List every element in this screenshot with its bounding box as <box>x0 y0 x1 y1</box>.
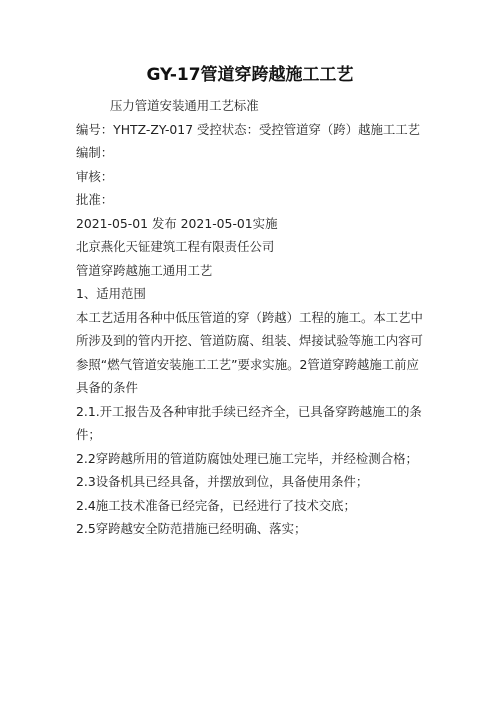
paragraph-item-2-4: 2.4施工技术准备已经完备，已经进行了技术交底； <box>76 497 356 513</box>
paragraph-code-status: 编号：YHTZ-ZY-017 受控状态：受控管道穿（跨）越施工工艺 <box>76 121 421 137</box>
document-body <box>76 94 428 541</box>
paragraph-reviewed-by: 审核： <box>76 168 114 184</box>
paragraph-item-2-5: 2.5穿跨越安全防范措施已经明确、落实； <box>76 521 307 536</box>
paragraph-scope-heading: 1、适用范围 <box>76 286 146 301</box>
paragraph-subtitle: 压力管道安装通用工艺标准 <box>110 98 259 113</box>
paragraph-item-2-2: 2.2穿跨越所用的管道防腐蚀处理已施工完毕，并经检测合格； <box>76 450 418 466</box>
paragraph-company: 北京燕化天钲建筑工程有限责任公司 <box>76 239 275 254</box>
document-title: GY-17管道穿跨越施工工艺 <box>146 65 354 85</box>
paragraph-dates: 2021-05-01 发布 2021-05-01实施 <box>76 215 278 231</box>
paragraph-scope-body: 本工艺适用各种中低压管道的穿（跨越）工程的施工。本工艺中所涉及到的管内开挖、管道防腐、组装、焊接试验等施工内容可参照“燃气管道安装施工工艺”要求实施。2管道穿跨越施工前应具备的条件 <box>76 309 423 395</box>
paragraph-prepared-by: 编制： <box>76 145 114 160</box>
paragraph-item-2-1: 2.1.开工报告及各种审批手续已经齐全，已具备穿跨越施工的条件； <box>76 403 422 442</box>
paragraph-section-title: 管道穿跨越施工通用工艺 <box>76 262 213 278</box>
paragraph-approved-by: 批准： <box>76 192 114 207</box>
paragraph-item-2-3: 2.3设备机具已经具备，并摆放到位，具备使用条件； <box>76 474 369 489</box>
